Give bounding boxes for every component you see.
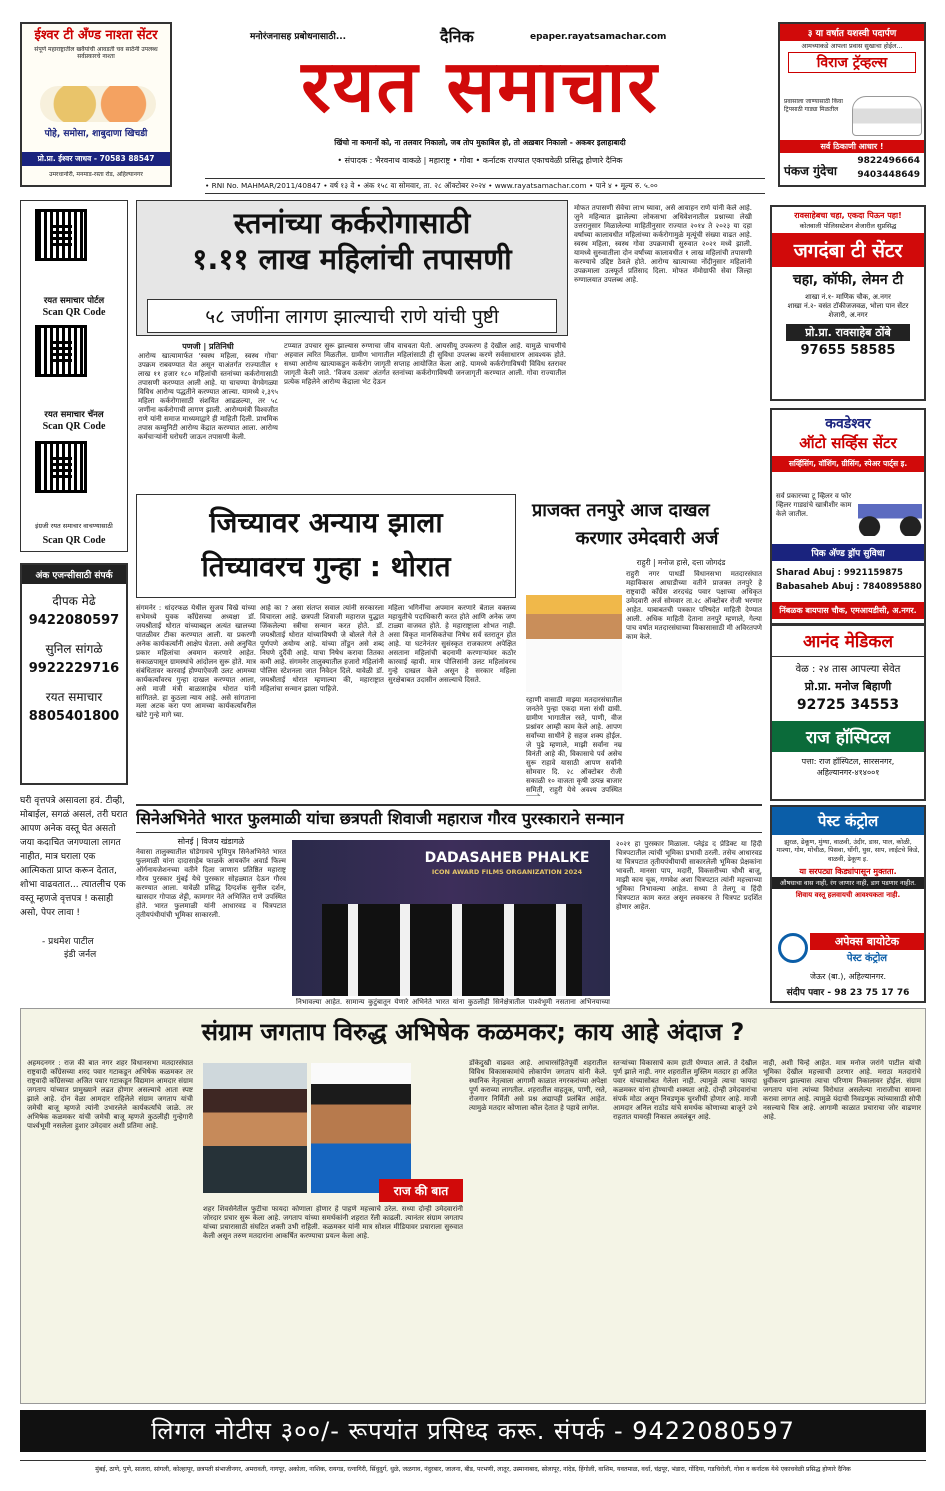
story2-header xyxy=(136,494,516,598)
story5-photo-right xyxy=(311,1063,411,1193)
story2-headline1: जिच्यावर अन्याय झाला xyxy=(209,506,443,539)
story1-col1 xyxy=(138,342,278,490)
award-title: DADASAHEB PHALKE xyxy=(424,850,590,866)
story4-photo xyxy=(292,840,610,996)
ad-left-contact: प्रो.प्रा. ईश्वर जाधव - 70583 88547 xyxy=(22,152,170,166)
story2-col2: आहे का ? असा संतप्त सवाल त्यांनी सरकारला विचारला आहे. छत्रपती शिवाजी महाराज युद्धात जिंकलेल्या स्त्रीचा सन्मान करत होते. डॉ. जयश्रीताई थोरात यांच्याविषयी जे बोलले गेले ते पूर्णपणे अयोग्य आहे. यांच्या तोंडून असे शब्द निघणे दुर्दैवी आहे. याचा निषेध करावा तितका कमी आहे. संगमनेर तालुक्यातील हजारो महिलांनी पोलिस स्टेशनला जात निवेदन दिले. यावेळी डॉ. जयश्रीताई थोरात म्हणाल्या की, महाराष्ट्रात महिलांचा सन्मान झाला पाहिजे. xyxy=(260,604,384,693)
ad-tea-phone[interactable]: 97655 58585 xyxy=(800,343,896,358)
ad-left-desc: संपूर्ण महाराष्ट्रातील खवैयांची आवडती चव साठेंनी उपलब्ध सर्वप्रकारचे नाश्ता xyxy=(34,45,158,61)
agent-name-2: सुनिल सांगळे xyxy=(45,642,103,656)
ad-auto-c1[interactable]: Sharad Abuj : 9921159875 xyxy=(776,568,903,578)
story5-section xyxy=(20,1008,926,1404)
agent-contact-box xyxy=(20,563,128,785)
qr-panel xyxy=(20,200,128,552)
story5-photo-left xyxy=(203,1063,307,1193)
poem-org: इंडी जर्नल xyxy=(64,950,97,961)
qr-scan-2: Scan QR Code xyxy=(42,421,106,432)
ad-auto-pickup: पिक अ‍ॅण्ड ड्रॉप सुविधा xyxy=(772,544,924,561)
ad-auto-services: सर्व्हिसिंग, वॉशिंग, ग्रीसिंग, स्पेअर पार्ट्स इ. xyxy=(772,456,924,472)
story2-col3: महिला भगिनींचा अपमान करणारे बेताल वक्तव्य महायुतीचे पदाधिकारी करत होते आणि अनेक जण टाळ्या वाजवत होते. हे महाराष्ट्राला शोभत नाही. असा विकृत मानसिकतेचा निषेध सर्व स्तरातून होत आहे. या घटनेनंतर सुसंस्कृत राजकारण अपेक्षित असताना महिलांची बदनामी करणाऱ्यांवर कठोर कारवाई व्हावी. मात्र पोलिसांनी उलट महिलांवरच गुन्हे दाखल केले असून हे सरकार महिला सुरक्षेबाबत उदासीन असल्याचे दिसते. xyxy=(388,604,516,684)
qr-label-2: रयत समाचार चॅनल xyxy=(44,410,104,420)
masthead-slogan: खिंचो ना कमानों को, ना तलवार निकालो, जब तोप मुकाबिल हो, तो अख़बार निकालो - अकबर इलाहाबादी xyxy=(334,138,626,147)
ad-tea-sub: कोतवाली पोलिसस्टेशन शेजारील सुप्रसिद्ध xyxy=(799,222,897,230)
story5-tag: राज की बात xyxy=(379,1179,463,1202)
ad-anand-addr: पत्ता: राज हॉस्पिटल, सारसनगर, अहिल्यानगर-४१४००१ xyxy=(801,757,895,777)
story5-col3: डोंकेदुखी वाढवत आहे. आचारसंहितेपूर्वी शहरातील विविध विकासकामांचे लोकार्पण जगताप यांनी केले. स्थानिक नेतृत्वाला आगामी काळात नगरकरांच्या अपेक्षा पूर्ण कराव्या लागतील. शहरातील वाहतूक, पाणी, रस्ते, रोजगार निर्मिती असे प्रश्न अद्यापही प्रलंबित आहेत. त्यामुळे मतदार कोणाला कौल देतात हे पहावे लागेल. xyxy=(469,1059,607,1112)
qr-code-1[interactable] xyxy=(35,209,87,261)
agent-name-1: दीपक मेढे xyxy=(52,594,96,608)
bike-image xyxy=(858,490,922,536)
poem-author: - प्रथमेश पाटील xyxy=(42,937,94,948)
ad-right-phone2: 9403448649 xyxy=(857,170,920,180)
ad-anand-timing: वेळ : २४ तास आपल्या सेवेत xyxy=(795,664,901,675)
qr-scan-1: Scan QR Code xyxy=(42,307,106,318)
ad-auto[interactable] xyxy=(770,408,926,626)
food-image xyxy=(40,86,156,122)
ad-tea-branch2: शाखा नं.२- वसंत टॉकीजजवळ, भोला पान सेंटर शेजारी, अ.नगर xyxy=(787,302,909,319)
story3-byline: राहुरी | मनोज हासे, दत्ता जोगदंड xyxy=(636,558,726,567)
ad-pest-addr: जेऊर (बा.), अहिल्यानगर. xyxy=(809,972,887,981)
agent-phone-2[interactable]: 9922229716 xyxy=(28,661,120,676)
ad-right-phone1: 9822496664 xyxy=(857,156,920,166)
pest-logo xyxy=(778,933,808,963)
ad-tea-items: चहा, कॉफी, लेमन टी xyxy=(792,272,904,288)
ad-pest-brand: पेस्ट कंट्रोल xyxy=(772,807,924,835)
masthead-title: रयत समाचार xyxy=(301,44,659,128)
poem-text: घरी वृत्तपत्रे असावला हवं. टीव्ही, मोबाईल, सगळं असलं, तरी घरात आपण अनेक वस्तू घेत असतो जया कदाचित जगण्याला लागत नाहीत, मात्र घराला एक आत्मिकता प्राप्त करून देतात, शोभा वाढवतात... त्यातलीच एक वस्तू म्हणजे वृत्तपत्र ! कसाही असो, पेपर लावा ! xyxy=(20,796,128,918)
agent-name-3: रयत समाचार xyxy=(45,690,103,704)
ad-tea-top: रावसाहेबचा चहा, एकदा पिऊन पहा! xyxy=(794,211,902,220)
story4-col3: २०२१ हा पुरस्कार मिळाला. प्लेइंड द प्रेडिक्ट या हिंदी चित्रपटातील त्यांची भूमिका प्रभावी ठरली. तसेच आधारवड या चित्रपटात तृतीयपंथीयाची साकारलेली भूमिका प्रेक्षकांना भावली. मानसा पाप, मदारी, विकसरीच्या चौथी बाजू, माझी काय चूक, गणवेश अशा चित्रपटात त्यांनी महत्त्वाच्या भूमिका निभावल्या आहेत. सध्या ते तेलगू व हिंदी चित्रपटात काम करत असून लवकरच ते चित्रपट प्रदर्शित होणार आहेत. xyxy=(616,840,762,911)
ad-pest-tag1: या सरपट्या किड्यांपासून मुक्तता. xyxy=(799,866,897,876)
story3-headline2: करणार उमेदवारी अर्ज xyxy=(575,528,719,549)
story1-header xyxy=(136,200,568,336)
masthead-daily: दैनिक xyxy=(440,27,474,46)
ad-auto-c2[interactable]: Babasaheb Abuj : 7840895880 xyxy=(776,582,922,592)
story5-col1: अहमदनगर : राज की बात नगर शहर विधानसभा मतदारसंघात राष्ट्रवादी काँग्रेसच्या शरद पवार गटाकडून अभिषेक कळमकर तर राष्ट्रवादी काँग्रेसच्या अजित पवार गटाकडून विद्यमान आमदार संग्राम जगताप यांच्यात प्रामुख्याने लढत होणार असल्याचे आता स्पष्ट झाले आहे. दोन वेळा आमदार राहिलेले संग्राम जगताप यांची जमेची बाजू म्हणजे त्यांनी उभारलेले कार्यकर्त्यांचे जाळे. तर अभिषेक कळमकर यांची जमेची बाजू म्हणजे कुठलीही गुन्हेगारी पार्श्वभूमी नसलेला हुशार उमेदवार अशी प्रतिमा आहे. xyxy=(27,1059,193,1130)
ad-auto-brand2: ऑटो सर्व्हिस सेंटर xyxy=(799,434,897,452)
ad-pest-company: अपेक्स बायोटेक xyxy=(810,933,924,950)
car-image xyxy=(852,96,922,136)
agent-phone-3[interactable]: 8805401800 xyxy=(28,709,120,724)
masthead-meta: • RNI No. MAHMAR/2011/40847 • वर्ष १३ वे • अंक १५८ वा सोमवार, ता. २८ ऑक्टोबर २०२४ • www.rayatsamachar.com • पाने ४ • मूल्य रु. ५.०० xyxy=(205,178,765,194)
story4-col1: नेवासा तालुक्यातील घोडेगावचे भूमिपुत्र सिनेअभिनेते भारत फुलमाळी यांना दादासाहेब फाळके आयकॉन अवार्ड फिल्म ऑर्गनायजेशनच्या वतीने दिला जाणारा प्रतिष्ठित महाराष्ट्र गौरव पुरस्कार मुंबई येथे पुरस्कार सोहळ्यात देऊन गौरव करण्यात आला. यावेळी प्रसिद्ध दिग्दर्शक सुनील दर्शन, खासदार गोपाळ शेट्टी, कामगार नेते अभिजित राणे उपस्थित होते. भारत फुलमाळी यांनी आधारवड व चित्रपटात तृतीयपंथीयांची भूमिका साकारली. xyxy=(136,848,286,919)
ad-right-desc: प्रवासाला जाण्यासाठी किंवा ट्रिपसाठी गाड्या मिळतील xyxy=(784,98,843,113)
ad-pest-contact[interactable]: संदीप पवार - 98 23 75 17 76 xyxy=(786,988,910,998)
ad-left-addr: उमरधानोरी, मनमाड-रस्ता रोड, अहिल्यानगर xyxy=(49,171,143,178)
masthead-epaper[interactable]: epaper.rayatsamachar.com xyxy=(530,32,667,42)
qr-label-3: इंग्रजी रयत समाचार वाचण्यासाठी xyxy=(35,522,113,530)
legal-notice-banner[interactable]: लिगल नोटीस ३००/- रूपयांत प्रसिध्द करू. संपर्क - 9422080597 xyxy=(20,1410,926,1452)
story1-col3: मोफत तपासणी सेवेचा लाभ घ्यावा, असे आवाहन राणे यांनी केले आहे. जुने महिन्यात झालेल्या लोकसभा अधिवेशनातील प्रश्नाच्या लेखी उत्तरानुसार मिळालेल्या माहितीनुसार राज्यात २०१४ ते २०२३ या दहा वर्षांच्या कालावधीत महिलांच्या कर्करोगामुळे मृत्यूंची संख्या वाढत आहे. स्वस्थ महिला, स्वस्थ गोवा उपक्रमाची सुरुवात २०२१ मध्ये झाली. यामध्ये सुरुवातीला दोन वर्षांच्या कालावधीत १ लाख महिलांची तपासणी करण्याचे उद्दिष्ट ठेवले होते. आरोग्य खात्याच्या नोंदीनुसार महिलांनी उपक्रमाला उत्स्फूर्त प्रतिसाद दिला. मोफत मॅमोग्राफी सेवा जिल्हा रुग्णालयात उपलब्ध आहे. xyxy=(574,204,752,284)
ad-right-tag: सर्व ठिकाणी आधार ! xyxy=(780,140,924,153)
agent-title: अंक एजन्सीसाठी संपर्क xyxy=(22,565,126,584)
story2-headline2: तिच्यावरच गुन्हा : थोरात xyxy=(201,550,451,583)
ad-tea-branch1: शाखा नं.१- माणिक चौक, अ.नगर xyxy=(805,293,891,301)
ad-left-items: पोहे, समोसा, शाबुदाणा खिचडी xyxy=(44,129,148,139)
ad-tea[interactable] xyxy=(770,205,926,401)
story3-headline1: प्राजक्त तनपुरे आज दाखल xyxy=(532,500,710,521)
story5-col5: नाही, अशी चिन्हे आहेत. मात्र मनोज जरांगे पाटील यांची भूमिका देखील महत्त्वाची ठरणार आहे. मराठा मतदारांचे ध्रुवीकरण झाल्यास त्याचा परिणाम निकालावर होईल. संग्राम जगताप यांना त्यांच्या विरोधात असलेल्या नाराजीचा सामना करावा लागत आहे. त्यामुळे यंदाची निवडणूक त्यांच्यासाठी सोपी नसल्याचे चित्र आहे. आगामी काळात प्रचाराचा जोर वाढणार आहे. xyxy=(763,1059,921,1121)
story1-byline: पणजी | प्रतिनिधी xyxy=(182,342,234,351)
story4-byline: सोनई | विजय खंडागळे xyxy=(177,837,245,846)
story5-col2: शहर शिवसेनेतील फुटीचा फायदा कोणाला होणार हे पाहणे महत्त्वाचे ठरेल. सध्या दोन्ही उमेदवारांनी जोरदार प्रचार सुरू केला आहे. जगताप यांच्या समर्थकांनी शहरात रॅली काढली. त्यानंतर संग्राम जगताप यांच्या प्रचारासाठी संघटित शक्ती उभी राहिली. कळमकर यांनी मात्र सोशल मीडियावर प्रचाराला सुरुवात केली असून तरुण मतदारांना आकर्षित करण्याचा प्रयत्न केला आहे. xyxy=(203,1205,463,1240)
qr-code-2[interactable] xyxy=(35,325,87,377)
ad-pest[interactable] xyxy=(770,805,926,1003)
qr-code-3[interactable] xyxy=(35,441,87,493)
story3-photo xyxy=(526,574,622,692)
story3-col2: रहाणी वासाठी माझ्या मतदारसंघातील जनतेने पुन्हा एकदा मला संधी द्यावी. ग्रामीण भागातील रस्ते, पाणी, वीज प्रश्नांवर आम्ही काम केले आहे. आपण सर्वांच्या साथीने हे सहज शक्य होईल. जे पुढे म्हणाले, माझी सर्वांना नम्र विनंती आहे की, विकासाचे पर्व असेच सुरू राहावे यासाठी आपण सर्वांनी सोमवार दि. २८ ऑक्टोबर रोजी सकाळी १० वाजता कृषी उत्पन्न बाजार समिती, राहुरी येथे अवश्य उपस्थित xyxy=(526,696,622,794)
ad-pest-tag2: औषधाचा वास नाही, रंग जाणार नाही, डाग पडणार नाहीत. xyxy=(772,877,924,889)
ad-pest-tag3: शिवाय वस्तू हलवायची आवश्यकता नाही. xyxy=(795,891,901,900)
ad-right-brand: विराज ट्रॅव्हल्स xyxy=(788,52,916,73)
story1-sub: ५८ जणींना लागण झाल्याची राणे यांची पुष्टी xyxy=(147,299,557,333)
ad-right-line1: ३ या वर्षात यशस्वी पदार्पण xyxy=(780,24,924,41)
poem-box xyxy=(20,795,128,1005)
story4-col2: निभावल्या आहेत. सामान्य कुटुंबातून येणारे अभिनेते भारत यांना कुठलीही सिनेक्षेत्रातील पार्श्वभूमी नसताना अभिनयाच्या xyxy=(296,998,610,1006)
ad-pest-list: झुरळ, ढेकूण, मुंग्या, वाळवी, उंदीर, डास, पाल, कोळी, माश्या, गोम, मोचीळ, पिसवा, घोंगी, घुस, साप, लाईटचे किडे, वाळवी, ढेकूण इ. xyxy=(776,838,920,863)
story1-headline1: स्तनांच्या कर्करोगासाठी xyxy=(233,206,471,240)
agent-phone-1[interactable]: 9422080597 xyxy=(28,613,120,628)
masthead-editor: • संपादक : भैरवनाथ वाकळे | महाराष्ट्र • गोवा • कर्नाटक राज्यात एकाचवेळी प्रसिद्ध होणारे दैनिक xyxy=(337,156,623,165)
ad-auto-desc: सर्व प्रकारच्या टू व्हिलर व फोर व्हिलर गाड्यांचे खात्रीशीर काम केले जातील. xyxy=(776,492,852,518)
ad-right-line2: आमच्याकडे आपला प्रवास सुखाचा होईल... xyxy=(801,42,903,50)
ad-anand[interactable] xyxy=(770,623,926,801)
story1-headline2: १.११ लाख महिलांची तपासणी xyxy=(192,242,512,276)
ad-anand-brand: आनंद मेडिकल xyxy=(772,625,924,657)
ad-pest-company2: पेस्ट कंट्रोल xyxy=(846,953,888,964)
ad-tea-brand: जगदंबा टी सेंटर xyxy=(772,233,924,267)
story3-col1: राहुरी नगर पाथर्डी विधानसभा मतदारसंघात महाविकास आघाडीच्या वतीने प्राजक्त तनपुरे हे राष्ट्रवादी काँग्रेस शरदचंद्र पवार पक्षाच्या अधिकृत उमेदवारी अर्ज सोमवार ता.२८ ऑक्टोबर रोजी भरणार आहेत. याबाबतची पत्रकार परिषदेत माहिती देण्यात आली. अधिक माहिती देताना तनपुरे म्हणाले, गेल्या पाच वर्षात मतदारसंघाच्या विकासासाठी मी अविरतपणे काम केले. xyxy=(626,570,762,641)
ad-auto-addr: निंबळक बायपास चौक, एमआयडीसी, अ.नगर. xyxy=(772,602,924,619)
ad-tea-name: प्रो.प्रा. रावसाहेब ठोंबे xyxy=(786,324,910,341)
award-people xyxy=(322,904,582,996)
ad-anand-hospital: राज हॉस्पिटल xyxy=(772,721,924,752)
ad-right-top[interactable] xyxy=(778,22,926,187)
ad-left-top[interactable] xyxy=(20,22,172,187)
ad-right-name: पंकज गुंदेचा xyxy=(784,164,837,178)
story1-col2: टप्प्यात उपचार सुरू झाल्यास रुग्णाचा जीव वाचवता येतो. आयसीयू उपकरण हे देखील आहे. यामुळे चाचणीचे अहवाल त्वरित मिळतील. ग्रामीण भागातील महिलांसाठी ही सुविधा उपलब्ध करणे सर्वसाधारण आवश्यक होते. सध्या आरोग्य खात्याकडून कर्करोग जागृती सप्ताह आयोजित केला आहे. यामध्ये कर्करोगाविषयी विविध स्तरावर जागृती केली जाते. 'विजय उत्सव' अंतर्गत स्तनांच्या कर्करोगाविषयी जनजागृती करण्यात आली. गोवा राज्यातील प्रत्येक महिलेने आरोग्य केंद्राला भेट देऊन xyxy=(284,342,566,386)
story2-col1: संगमनेर : धांदरफळ येथील सुजय विखे यांच्या सभेमध्ये युवक काँग्रेसच्या अध्यक्षा डॉ. जयश्रीताई थोरात यांच्याबद्दल अत्यंत खालच्या पातळीवर टीका करण्यात आली. या प्रकरणी अनेक कार्यकर्त्यांनी आक्षेप घेतला. असे अनुचित प्रकार महिलांचा अवमान करणारे आहेत. सकाळपासून ग्रामस्थांचे आंदोलन सुरू होते. मात्र संबंधितावर कारवाई होण्याऐवजी उलट आमच्या कार्यकर्त्यांवरच गुन्हा दाखल करण्यात आला, असे माजी मंत्री बाळासाहेब थोरात यांनी सांगितले. हा कुठला न्याय आहे. असे सांगताना मला अटक करा पण आमच्या कार्यकर्त्यांवरील खोटे गुन्हे मागे घ्या. xyxy=(136,604,256,720)
story5-headline: संग्राम जगताप विरुद्ध अभिषेक कळमकर; काय आहे अंदाज ? xyxy=(201,1018,745,1046)
ad-anand-name: प्रो.प्रा. मनोज बिहाणी xyxy=(804,680,892,693)
story4-headline: सिनेअभिनेते भारत फुलमाळी यांचा छत्रपती शिवाजी महाराज गौरव पुरस्काराने सन्मान xyxy=(136,804,762,833)
masthead-tagline: मनोरंजनासह प्रबोधनासाठी... xyxy=(250,32,347,42)
footer-cities: मुंबई, ठाणे, पुणे, सातारा, सांगली, कोल्हापूर, छत्रपती संभाजीनगर, अमरावती, नागपूर, अकोला, नाशिक, रायगड, रत्नागिरी, सिंधुदुर्ग, धुळे, जळगाव, नंदुरबार, जालना, बीड, परभणी, लातूर, उस्मानाबाद, सोलापूर, नांदेड, हिंगोली, वाशिम, यवतमाळ, वर्धा, चंद्रपूर, भंडारा, गोंदिया, गडचिरोली, गोवा व कर्नाटक येथे एकाचवेळी प्रसिद्ध होणारे दैनिक xyxy=(20,1460,926,1473)
award-sub: ICON AWARD FILMS ORGANIZATION 2024 xyxy=(431,868,583,876)
qr-scan-3: Scan QR Code xyxy=(42,535,106,546)
ad-left-title: ईश्वर टी अँण्ड नाश्ता सेंटर xyxy=(34,28,158,43)
ad-auto-brand: कवडेश्वर xyxy=(825,416,871,432)
qr-label-1: रयत समाचार पोर्टल xyxy=(43,296,105,306)
ad-anand-phone[interactable]: 92725 34553 xyxy=(796,697,900,713)
story5-col4: स्तऱ्यांच्या विकासाचे काम हाती घेण्यात आले. ते देखील पूर्ण झाले नाही. नगर शहरातील मुस्लिम मतदार हा अजित पवार यांच्यासोबत गेलेला नाही. त्यामुळे त्याचा फायदा कळमकर यांना होण्याची शक्यता आहे. दोन्ही उमेदवारांचा संपर्क मोठा असून निवडणूक चुरशीची होणार आहे. माजी आमदार अनिल राठोड यांचे समर्थक कोणाच्या बाजूने उभे राहतात यावरही निकाल अवलंबून आहे. xyxy=(613,1059,757,1121)
story1-body1: आरोग्य खात्यामार्फत 'स्वस्थ महिला, स्वस्थ गोवा' उपक्रम राबवण्यात येत असून याअंतर्गत राज्यातील १ लाख ११ हजार १८० महिलांची स्तनांच्या कर्करोगासाठी तपासणी करण्यात आली आहे. या चाचण्या वेगवेगळ्या विविध आरोग्य पद्धतीने करण्यात आल्या. यामध्ये २,३९५ महिला कर्करोगासाठी संशयित आढळल्या, तर ५८ जणींना कर्करोगाची लागण झाली. आरोग्यमंत्री विश्वजीत राणे यांनी समाज माध्यमाद्वारे ही माहिती दिली. प्राथमिक तपास कम्युनिटी आरोग्य केंद्रात करण्यात आला. आरोग्य कर्मचाऱ्यांनी घरोघरी जाऊन तपासणी केली. xyxy=(138,352,278,441)
